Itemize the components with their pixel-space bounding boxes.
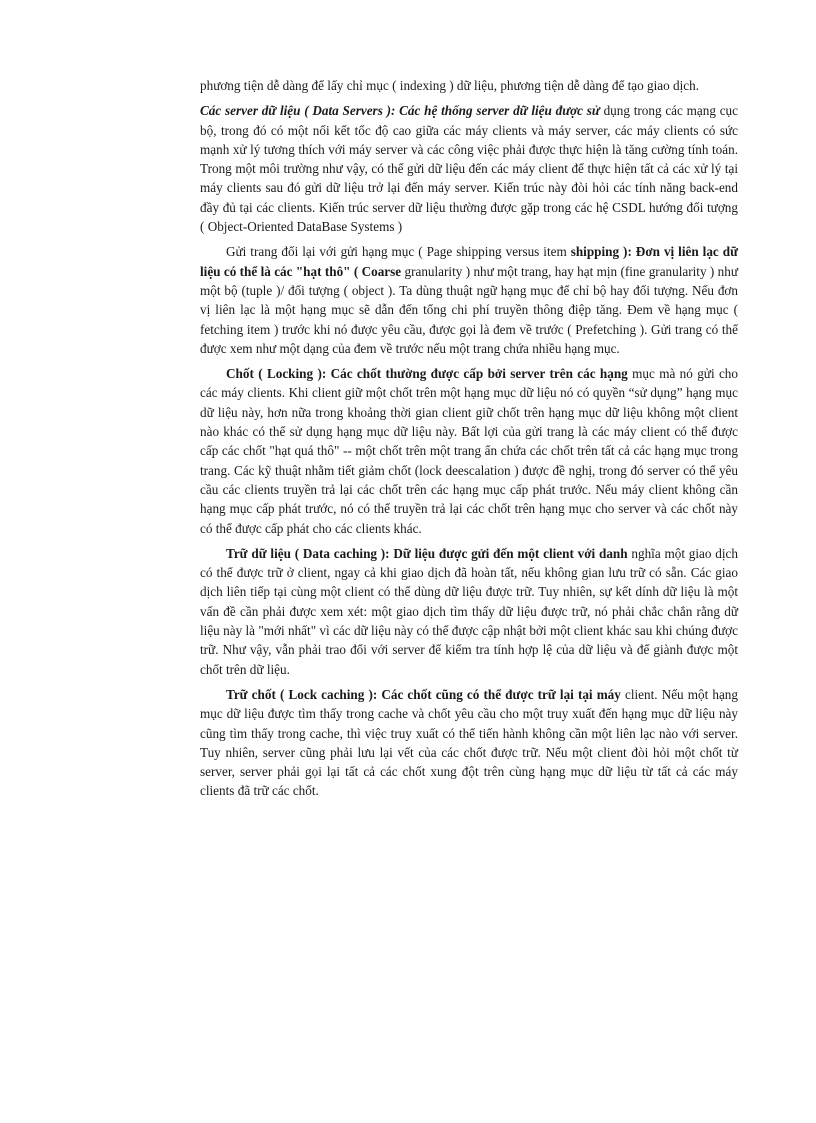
paragraph-heading: shipping ): Đơn vị liên lạc dữ liệu có thể là các "hạt thô" ( Coarse: [200, 244, 738, 279]
paragraph-body: phương tiện dễ dàng để lấy chỉ mục ( indexing ) dữ liệu, phương tiện dễ dàng để tạo giao dịch.: [200, 78, 700, 93]
paragraph-body: mục mà nó gửi cho các máy clients. Khi client giữ một chốt trên một hạng mục dữ liệu nó có quyền “sử dụng” hạng mục dữ liệu này, hơn nữa trong khoảng thời gian client giữ chốt trên hạng mục dữ liệu không một client nào khác có thể sử dụng hạng mục dữ liệu này. Bất lợi của gửi trang là các máy client có thể được cấp các chốt "hạt quá thô" -- một chốt trên một trang ẩn chứa các chốt trên tất cả các hạng mục trong trang. Các kỹ thuật nhằm tiết giảm chốt (lock deescalation ) được đề nghị, trong đó server có thể yêu cầu các clients truyền trả lại các chốt trên các hạng mục cấp phát trước. Nếu máy client không cần hạng mục cấp phát trước, nó có thể truyền trả lại các chốt trên hạng mục cho server và các chốt này có thể được cấp phát cho các clients khác.: [200, 366, 738, 536]
paragraph-body: client. Nếu một hạng mục dữ liệu được tìm thấy trong cache và chốt yêu cầu cho một truy xuất đến hạng mục dữ liệu này cũng tìm thấy trong cache, thì việc truy xuất có thể tiến hành không cần một liên lạc nào với server. Tuy nhiên, server cũng phải lưu lại vết của các chốt được trữ. Nếu một client đòi hỏi một chốt từ server, server phải gọi lại tất cả các chốt xung đột trên cùng hạng mục dữ liệu từ tất cả các máy clients đã trữ các chốt.: [200, 686, 738, 799]
paragraph-heading: Trữ chốt ( Lock caching ): Các chốt cũng có thể được trữ lại tại máy: [226, 686, 621, 702]
paragraph-intro-continuation: [200, 76, 738, 95]
paragraph-locking: [200, 364, 738, 538]
paragraph-heading: Chốt ( Locking ): Các chốt thường được cấp bởi server trên các hạng: [226, 366, 628, 382]
paragraph-intro-text: Gửi trang đối lại với gửi hạng mục ( Page shipping versus item: [226, 244, 571, 260]
paragraph-data-servers: [200, 101, 738, 236]
paragraph-body: nghĩa một giao dịch có thể được trữ ở client, ngay cả khi giao dịch đã hoàn tất, nếu không gian lưu trữ có sẵn. Các giao dịch liên tiếp tại cùng một client có thể dùng dữ liệu được trữ. Tuy nhiên, sự kết dính dữ liệu là một vấn đề cần phải được xem xét: một giao dịch tìm thấy dữ liệu được trữ, nó phải chắc chắn rằng dữ liệu này là "mới nhất" vì các dữ liệu này có thể được cập nhật bởi một client khác sau khi chúng được trữ. Như vậy, vẫn phải trao đổi với server để kiểm tra tính hợp lệ của dữ liệu và để giành được một chốt trên dữ liệu.: [200, 545, 738, 677]
paragraph-heading: Trữ dữ liệu ( Data caching ): Dữ liệu được gửi đến một client với danh: [226, 545, 628, 561]
document-page: [200, 76, 738, 807]
paragraph-page-shipping: [200, 242, 738, 358]
paragraph-heading: Các server dữ liệu ( Data Servers ): Các hệ thống server dữ liệu được sử: [200, 103, 600, 119]
paragraph-lock-caching: [200, 685, 738, 801]
paragraph-body: dụng trong các mạng cục bộ, trong đó có một nối kết tốc độ cao giữa các máy clients và máy server, các máy clients có sức mạnh xử lý tương thích với máy server và các công việc phải được thực hiện là tăng cường tính toán. Trong một môi trường như vậy, có thể gửi dữ liệu đến các máy client để thực hiện tất cả các xử lý tại máy clients sau đó gửi dữ liệu trở lại đến máy server. Kiến trúc này đòi hỏi các tính năng back-end đầy đủ tại các clients. Kiến trúc server dữ liệu thường được gặp trong các hệ CSDL hướng đối tượng ( Object-Oriented DataBase Systems ): [200, 103, 738, 235]
paragraph-body: granularity ) như một trang, hay hạt mịn (fine granularity ) như một bộ (tuple )/ đối tượng ( object ). Ta dùng thuật ngữ hạng mục để chỉ bộ hay đối tượng. Nếu đơn vị liên lạc là một hạng mục sẽ dẫn đến tổng chi phí truyền thông điệp tăng. Đem về hạng mục ( fetching item ) trước khi nó được yêu cầu, được gọi là đem về trước ( Prefetching ). Gửi trang có thể được xem như một dạng của đem về trước nếu một trang chứa nhiều hạng mục.: [200, 263, 738, 356]
paragraph-data-caching: [200, 544, 738, 679]
